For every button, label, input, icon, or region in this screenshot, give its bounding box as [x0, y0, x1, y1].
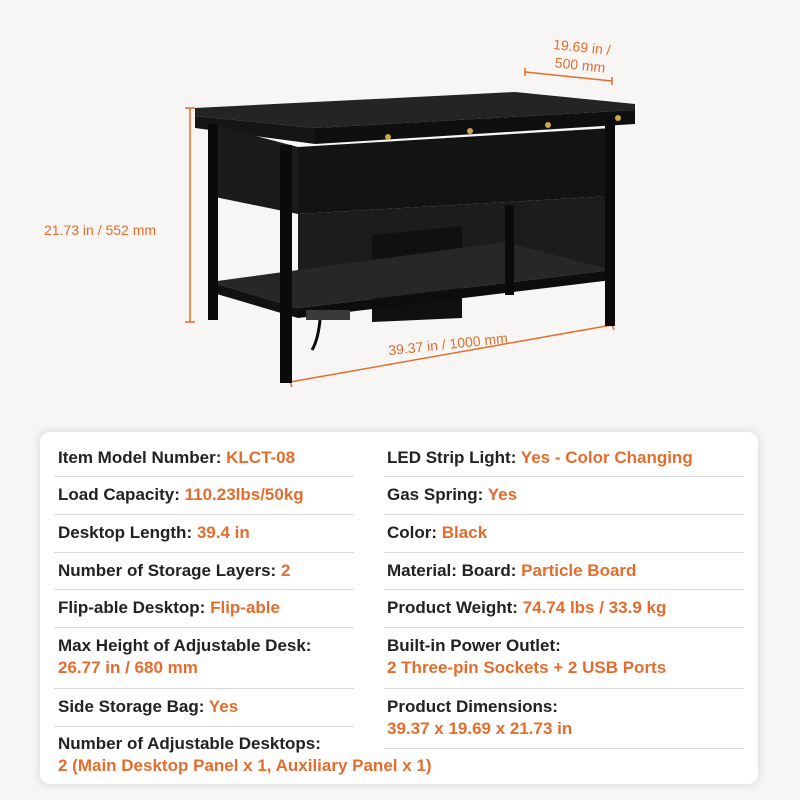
spec-load-capacity: Load Capacity: 110.23lbs/50kg	[58, 485, 304, 504]
spec-product-dimensions: Product Dimensions: 39.37 x 19.69 x 21.73 in	[387, 697, 573, 738]
spec-material: Material: Board: Particle Board	[387, 561, 637, 580]
spec-model-number: Item Model Number: KLCT-08	[58, 448, 296, 467]
width-dimension-label: 19.69 in / 500 mm	[552, 36, 612, 76]
spec-max-height: Max Height of Adjustable Desk: 26.77 in / 680 mm	[58, 636, 312, 677]
spec-side-storage-bag: Side Storage Bag: Yes	[58, 697, 239, 716]
spec-gas-spring: Gas Spring: Yes	[387, 485, 518, 504]
spec-card	[40, 432, 758, 784]
length-dimension-label: 39.37 in / 1000 mm	[387, 329, 509, 359]
spec-storage-layers: Number of Storage Layers: 2	[58, 561, 291, 580]
spec-power-outlet: Built-in Power Outlet: 2 Three-pin Sockets + 2 USB Ports	[387, 636, 667, 677]
spec-color: Color: Black	[387, 523, 488, 542]
spec-product-weight: Product Weight: 74.74 lbs / 33.9 kg	[387, 598, 667, 617]
spec-led-strip: LED Strip Light: Yes - Color Changing	[387, 448, 693, 467]
spec-desktop-length: Desktop Length: 39.4 in	[58, 523, 250, 542]
height-dimension-label: 21.73 in / 552 mm	[44, 222, 157, 238]
spec-adjustable-desktops: Number of Adjustable Desktops: 2 (Main Desktop Panel x 1, Auxiliary Panel x 1)	[58, 734, 432, 775]
spec-flipable-desktop: Flip-able Desktop: Flip-able	[58, 598, 280, 617]
